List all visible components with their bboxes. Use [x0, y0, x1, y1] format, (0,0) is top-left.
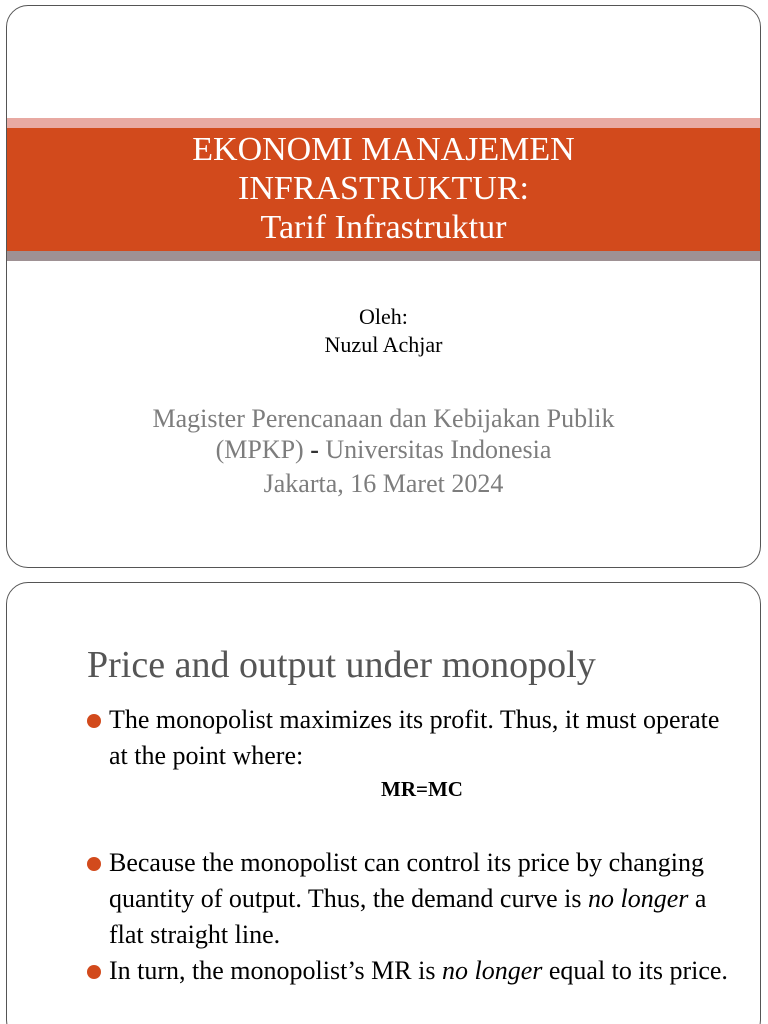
slide-heading: Price and output under monopoly [87, 644, 596, 686]
title-line-2: INFRASTRUKTUR: [238, 170, 529, 207]
title-slide [6, 5, 761, 568]
byline [7, 303, 760, 359]
location-date: Jakarta, 16 Maret 2024 [263, 469, 504, 498]
bullet-text-3-end: equal to its price. [548, 956, 728, 985]
bullet-dot-icon [87, 965, 101, 979]
content-slide [6, 582, 761, 1024]
bullet-item-2 [87, 845, 737, 953]
bullet-text-2-emphasis: no longer [588, 884, 689, 913]
institution-abbr: (MPKP) [215, 435, 304, 464]
institution-line-1: Magister Perencanaan dan Kebijakan Publik [152, 404, 615, 433]
bullet-dot-icon [87, 714, 101, 728]
bullet-item-1 [87, 702, 737, 774]
formula: MR=MC [381, 777, 463, 801]
title-band-bottom-stripe [7, 251, 760, 261]
title-line-3: Tarif Infrastruktur [260, 209, 507, 246]
author-name: Nuzul Achjar [324, 332, 443, 357]
title-band-top-stripe [7, 118, 760, 128]
institution-university: Universitas Indonesia [325, 435, 552, 464]
institution-line-2 [7, 434, 760, 465]
institution-block [7, 403, 760, 499]
bullet-item-3 [87, 953, 737, 989]
bullet-text-3: In turn, the monopolist’s MR is [109, 956, 436, 985]
bullet-text-2-end: a flat straight line. [109, 884, 707, 949]
bullet-list [87, 702, 737, 989]
bullet-dot-icon [87, 857, 101, 871]
bullet-text-3-emphasis: no longer [441, 956, 543, 985]
bullet-text-2: Because the monopolist can control its price by changing quantity of output. Thus, the demand curve is [109, 848, 704, 913]
slide-title [7, 130, 760, 247]
institution-dash: - [310, 435, 319, 464]
bullet-text-1: The monopolist maximizes its profit. Thus, it must operate at the point where: [109, 705, 720, 770]
title-line-1: EKONOMI MANAJEMEN [192, 131, 575, 168]
by-label: Oleh: [359, 304, 408, 329]
